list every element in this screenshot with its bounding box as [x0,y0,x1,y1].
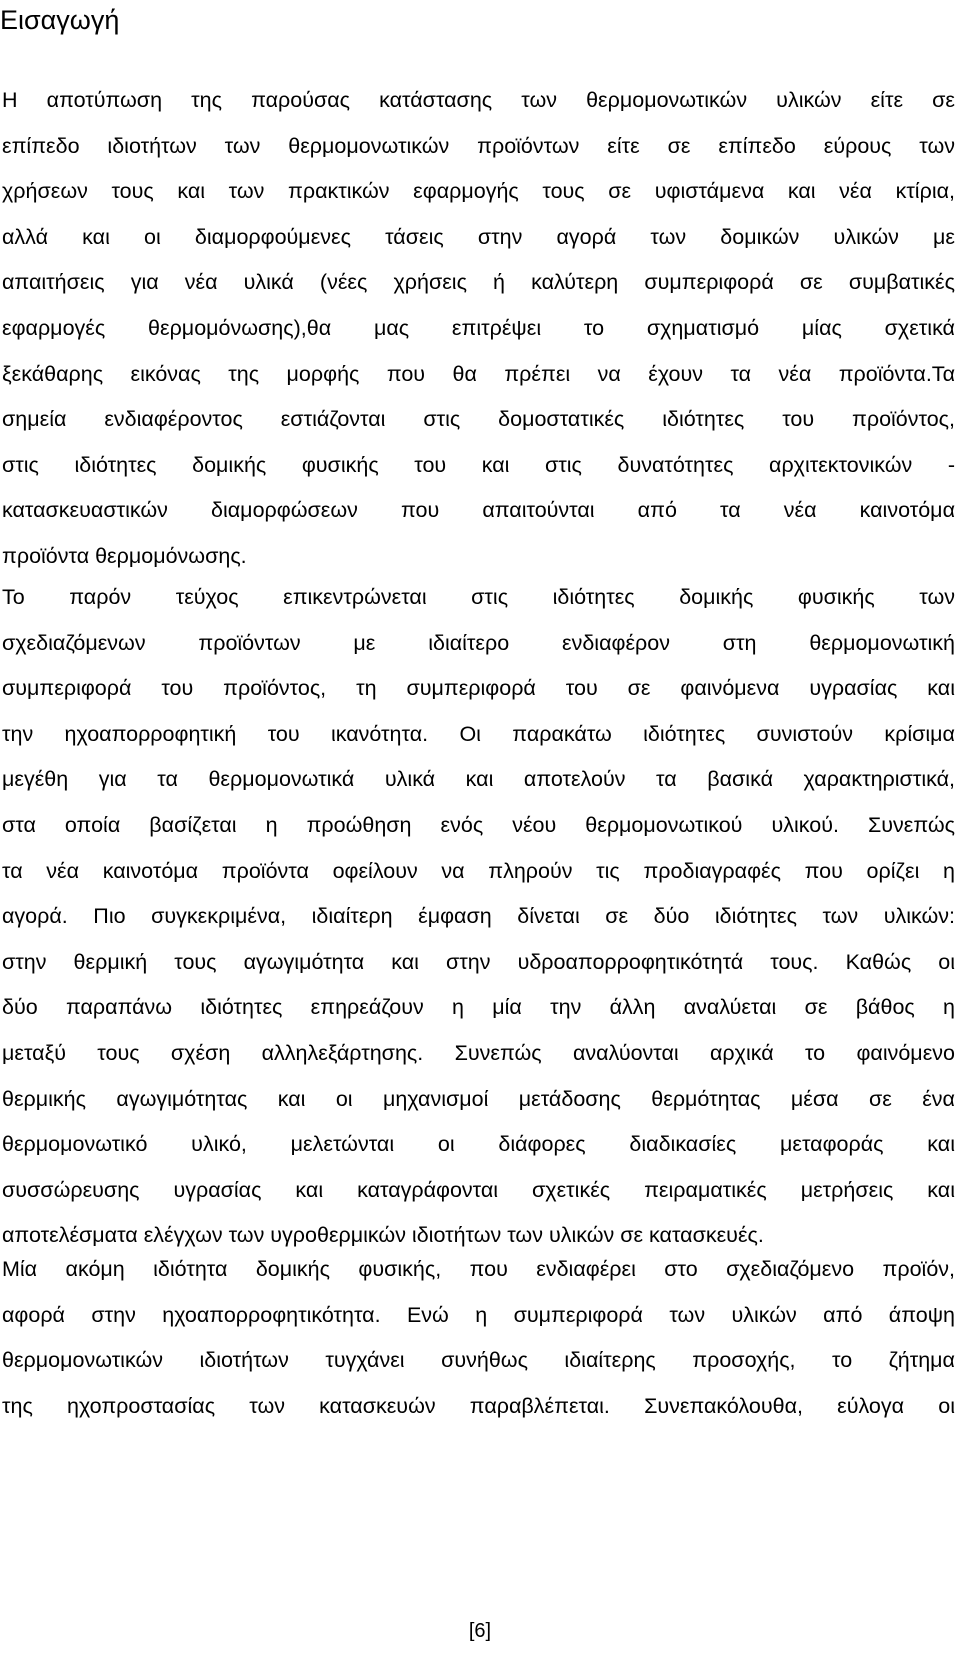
text-line: Η αποτύπωση της παρούσας κατάστασης των θερμομονωτικών υλικών είτε σε [2,88,955,112]
text-line: Το παρόν τεύχος επικεντρώνεται στις ιδιότητες δομικής φυσικής των [2,585,955,609]
paragraph-3 [2,1247,955,1429]
text-line: αγορά. Πιο συγκεκριμένα, ιδιαίτερη έμφαση δίνεται σε δύο ιδιότητες των υλικών: [2,904,955,929]
text-line: δύο παραπάνω ιδιότητες επηρεάζουν η μία την άλλη αναλύεται σε βάθος η [2,995,955,1020]
text-line: τα νέα καινοτόμα προϊόντα οφείλουν να πληρούν τις προδιαγραφές που ορίζει η [2,858,955,883]
text-line: συσσώρευσης υγρασίας και καταγράφονται σχετικές πειραματικές μετρήσεις και [2,1177,955,1202]
text-line: αλλά και οι διαμορφούμενες τάσεις στην αγορά των δομικών υλικών με [2,224,955,249]
page-number: [6] [468,1620,492,1642]
text-line: Μία ακόμη ιδιότητα δομικής φυσικής, που ενδιαφέρει στο σχεδιαζόμενο προϊόν, [2,1257,955,1281]
text-line: κατασκευαστικών διαμορφώσεων που απαιτούνται από τα νέα καινοτόμα [2,498,955,523]
text-line: εφαρμογές θερμομόνωσης),θα μας επιτρέψει το σχηματισμό μίας σχετικά [2,315,955,340]
paragraph-1 [2,78,955,580]
paragraph-2 [2,575,955,1259]
text-line: σχεδιαζόμενων προϊόντων με ιδιαίτερο ενδιαφέρον στη θερμομονωτική [2,630,955,655]
text-line: μεταξύ τους σχέση αλληλεξάρτησης. Συνεπώς αναλύονται αρχικά το φαινόμενο [2,1040,955,1065]
text-line: θερμομονωτικών ιδιοτήτων τυγχάνει συνήθως ιδιαίτερης προσοχής, το ζήτημα [2,1348,955,1373]
text-line: αποτελέσματα ελέγχων των υγροθερμικών ιδιοτήτων των υλικών σε κατασκευές. [2,1223,764,1248]
text-line: θερμομονωτικό υλικό, μελετώνται οι διάφορες διαδικασίες μεταφοράς και [2,1132,955,1157]
text-line: προϊόντα θερμομόνωσης. [2,543,247,568]
text-line: στα οποία βασίζεται η προώθηση ενός νέου θερμομονωτικού υλικού. Συνεπώς [2,812,955,837]
text-line: την ηχοαπορροφητική του ικανότητα. Οι παρακάτω ιδιότητες συνιστούν κρίσιμα [2,721,955,746]
text-line: στις ιδιότητες δομικής φυσικής του και στις δυνατότητες αρχιτεκτονικών - [2,452,955,477]
text-line: ξεκάθαρης εικόνας της μορφής που θα πρέπει να έχουν τα νέα προϊόντα.Τα [2,361,955,386]
text-line: αφορά στην ηχοαπορροφητικότητα. Ενώ η συμπεριφορά των υλικών από άποψη [2,1302,955,1327]
text-line: της ηχοπροστασίας των κατασκευών παραβλέπεται. Συνεπακόλουθα, εύλογα οι [2,1393,955,1418]
text-line: συμπεριφορά του προϊόντος, τη συμπεριφορά του σε φαινόμενα υγρασίας και [2,676,955,701]
section-title: Εισαγωγή [0,5,120,35]
text-line: επίπεδο ιδιοτήτων των θερμομονωτικών προϊόντων είτε σε επίπεδο εύρους των [2,133,955,158]
text-line: απαιτήσεις για νέα υλικά (νέες χρήσεις ή καλύτερη συμπεριφορά σε συμβατικές [2,270,955,295]
text-line: θερμικής αγωγιμότητας και οι μηχανισμοί μετάδοσης θερμότητας μέσα σε ένα [2,1086,955,1111]
text-line: μεγέθη για τα θερμομονωτικά υλικά και αποτελούν τα βασικά χαρακτηριστικά, [2,767,955,792]
text-line: χρήσεων τους και των πρακτικών εφαρμογής τους σε υφιστάμενα και νέα κτίρια, [2,179,955,204]
text-line: σημεία ενδιαφέροντος εστιάζονται στις δομοστατικές ιδιότητες του προϊόντος, [2,407,955,432]
text-line: στην θερμική τους αγωγιμότητα και στην υδροαπορροφητικότητά τους. Καθώς οι [2,949,955,974]
